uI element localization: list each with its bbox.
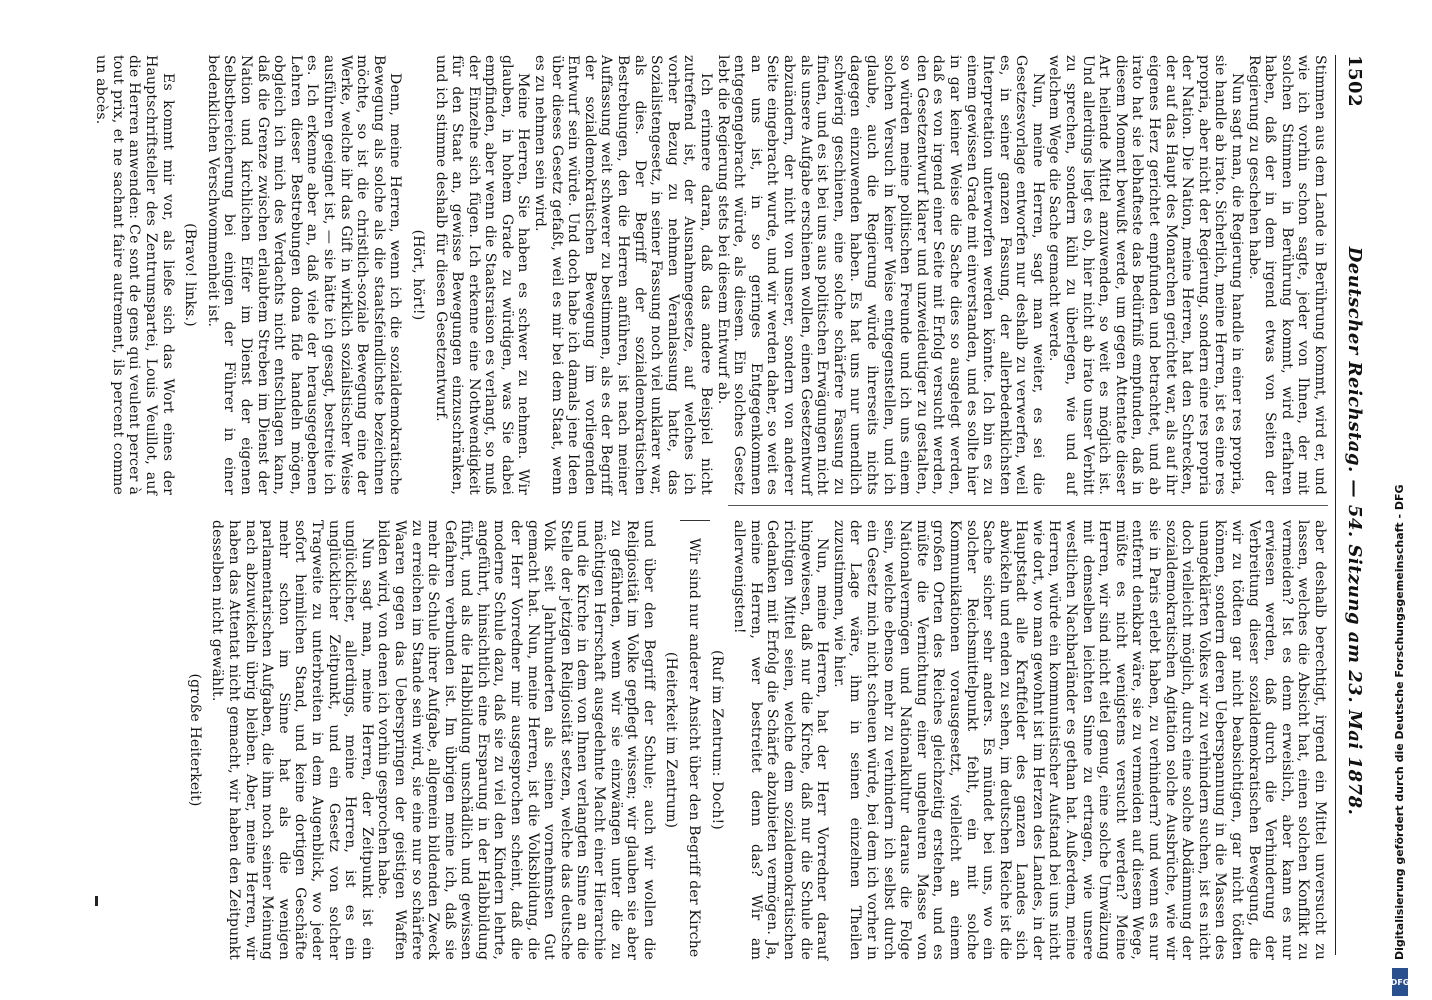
- paragraph: Es kommt mir vor, als ließe sich das Wort eines der Hauptschriftsteller des Zentrumspartei, Louis Veuillot, auf die Herren anwenden: Ce sont de gens qui veulent percer à tout prix, et ne sachant faire autrement, ils percent comme un abcès.: [93, 55, 176, 495]
- interjection: (Heiterkeit im Zentrum): [663, 651, 680, 829]
- paragraph: Denn, meine Herren, wenn ich die sozialdemokratische Bewegung als solche als die staatsfeindlichste bezeichnen möchte, so ist die christlich-soziale Bewegung eine der Werke, welche ihr das Gift in wirklich sozialistischer Weise ausführen geeignet ist, — sie hätte ich gesagt, bestreite ich es. Ich erkenne aber an, daß viele der herausgegebenen Lehren dieser Bestrebungen dona fide handeln mögen, obgleich ich mich des Verdachts nicht entschlagen kann, daß die Grenze zwischen erlaubtem Streben im Dienst der Nation und kirchlichen Eifer im Dienst der eigenen Selbstbereicherung bei einigen der Führer in einer bedenklichen Verschwommenheit ist.: [204, 55, 404, 495]
- paragraph: Stimmen aus dem Lande in Berührung kommt, wird er, und wie ich vorhin schon sagte, jeder von Ihnen, der mit solchen Stimmen in Berührung kommt, wird erfahren haben, daß der in dem irgend etwas von Seiten der Regierung zu geschehen habe.: [1245, 55, 1328, 495]
- right-text-column: [180, 520, 1328, 960]
- interjection: (Ruf im Zentrum: Doch!): [708, 650, 725, 830]
- page-number: 1502: [1344, 55, 1366, 108]
- paragraph: Meine Herren, Sie haben es schwer zu nehmen. Wir glauben, in hohem Grade zu würdigen, was Sie dabei empfinden, aber wenn die Staatsraison es verlangt, so muß der Einzelne sich fügen. Ich erkenne eine Nothwendigkeit für den Staat an, gewisse Bewegungen einzuschränken, und ich stimme deshalb für diesen Gesetzentwurf.: [432, 55, 532, 495]
- running-title: Deutscher Reichstag. — 54. Sitzung am 23. Mai 1878.: [1344, 246, 1366, 816]
- paragraph: Nun, meine Herren, sagt man weiter, es sei die Gesetzesvorlage entworfen nur deshalb zu verwerfen, weil es, in seiner ganzen Fassung, der allerbedenklichsten Interpretation unterworfen werden könnte. Ich bin es zu einem gewissen Grade mit einverstanden, und es sollte hier in gar keiner Weise die Sache dies so ausgelegt werden, daß es von irgend einer Seite mit Erfolg versucht werden, den Gesetzentwurf klarer und unzweideutiger zu gestalten, so würden meine politischen Freunde und ich uns einem solchen Versuch in keiner Weise entgegenstellen, und ich glaube, auch die Regierung würde ihrerseits nichts dagegen einzuwenden haben. Es hat uns nur unendlich schwierig geschienen, eine solche schärfere Fassung zu finden, und es ist bei uns aus politischen Erwägungen nicht als unsere Aufgabe erschienen wollen, einen Gesetzentwurf abzuändern, der nicht von unserer, sondern von anderer Seite eingebracht wurde, und wir werden daher, so weit es an uns ist, in so geringes Entgegenkommen entgegengebracht würde, als diesem. Ein solches Gesetz lebt die Regierung stets bei diesem Entwurf ab.: [714, 55, 1046, 495]
- paragraph: aber deshalb berechtigt, irgend ein Mittel unversucht zu lassen, welches die Absicht hat, einen solchen Konflikt zu vermeiden? Ist es denn erweislich, aber kann es nur erwiesen werden, daß durch die Verhinderung der Verbreitung dieser sozialdemokratischen Bewegung, die wir zu tödten gar nicht beabsichtigen, gar nicht tödten können, sondern deren Ueberspannung in die Massen des unangeklärten Volkes wir zu verhindern suchen, ist es nicht doch vielleicht möglich, durch eine solche Abdämmung der sozialdemokratischen Agitation solche Ausbrüche, wie wir sie in Paris erlebt haben, zu verhindern? und wenn es nur entfernt denkbar wäre, sie zu vermeiden auf diesem Wege, müßte es nicht wenigstens versucht werden? Meine Herren, wir sind nicht eitel genug, eine solche Umwälzung mit demselben leichten Sinne zu ertragen, wie unsere westlichen Nachbarländer es gethan hat. Außerdem, meine Herren, würde ein kommunistischer Aufstand bei uns nicht wie dort, wo man gewohnt ist im Herzen des Landes, in der Hauptstadt alle Kraftfelder des ganzen Landes sich abwickeln und enden zu sehen, im deutschen Reiche ist die Sache sicher sehr anders. Es mündet bei uns, wo ein solcher Reichsmittelpunkt fehlt, ein mit solche Kommunikationen vorausgesetzt, vielleicht an einem großen Orten des Reiches gleichzeitig erstehen, und es müßte die Vernichtung einer ungeheuren Masse von Nationalvermögen und Nationalkultur daraus die Folge sein, welche ebenso mehr zu verhindern ich selbst durch ein Gesetz mich nicht scheuen würde, bei dem ich vorher in der Lage wäre, ihm in seinen einzelnen Theilen zuzustimmen, wie hier.: [830, 520, 1328, 960]
- page-header: [1340, 55, 1370, 955]
- footer-credit: Digitalisierung gefördert durch die Deutsche Forschungsgemeinschaft - DFG: [1393, 484, 1406, 960]
- paragraph: Nun sagt man, die Regierung handle in einer res propria, sie handle ab irato. Sicherlich, meine Herren, ist es eine res propria, aber nicht der Regierung, sondern eine res propria der Nation. Die Nation, meine Herren, hat den Schrecken, der auf das Haupt des Monarchen gerichtet war, als auf ihr eigenes Herz gerichtet empfunden und betrachtet, und ab irato hat sie lebhafteste das Bedürfniß empfunden, daß in diesem Moment bewußt werde, um gegen Attentate dieser Art heilende Mittel anzuwenden, so weit es möglich ist. Und allerdings liegt es ob, hier nicht ab irato unser Verbitt zu sprechen, sondern kühl zu überlegen, wie und auf welchem Wege die Sache gemacht werde.: [1046, 55, 1246, 495]
- paragraph: Nun sagt man, meine Herren, der Zeitpunkt ist ein unglücklicher, allerdings, meine Herren, ist es ein unglücklicher Zeitpunkt, und ein Gesetz von solcher Tragweite zu unterbreiten in dem Augenblick, wo jeder sofort heimlichen Stand, und keine dortigen Geschäfte mehr schon im Sinne hat als die wenigen parlamentarischen Aufgaben, die ihm noch seiner Meinung nach abzuwickeln übrig bleiben. Aber, meine Herren, wir haben das Attentat nicht gemacht, wir haben den Zeitpunkt desselben nicht gewählt.: [209, 520, 375, 960]
- column-divider: [728, 505, 1328, 506]
- digitization-footer: [1387, 0, 1432, 1000]
- left-text-column: [93, 55, 1328, 495]
- dfg-logo: DFG: [1392, 968, 1408, 996]
- header-rule: [1335, 55, 1336, 955]
- paragraph: Wir sind nur anderer Ansicht über den Begriff der Kirche: [686, 538, 703, 958]
- paragraph: Nun, meine Herren, hat der Herr Vorredner darauf hingewiesen, daß nur die Kirche, daß nur die Schule die richtigen Mittel seien, welche dem sozialdemokratischen Gedanken mit Erfolg die Schärfe abzubieten vermögen. Ja, meine Herren, wer bestreitet denn das? Wir am allerwenigsten!: [731, 520, 831, 960]
- interjection: (Bravo! links.): [182, 223, 199, 327]
- paragraph: Ich erinnere daran, daß das andere Beispiel nicht zutreffend ist, der Ausnahmegesetze, auf welches ich vorher Bezug zu nehmen Veranlassung hatte, das Sozialistengesetz, in seiner Fassung noch viel unklarer war, als dies. Der Begriff der sozialdemokratischen Bestrebungen, den die Herren anführen, ist nach meiner Auffassung weit schwerer zu bestimmen, als es der Begriff der sozialdemokratischen Bewegung im vorliegenden Entwurf sein würde. Und doch habe ich damals jene Ideen über dieses Gesetz gefaßt, weil es mir bei dem Staat, wenn es zu nehmen sein wird.: [532, 55, 715, 495]
- fold-mark: [680, 520, 710, 521]
- paragraph: und über den Begriff der Schule; auch wir wollen die Religiosität im Volke gepflegt wissen; wir glauben sie aber zu gefährden, wenn wir sie einzwängen unter die zu mächtigen Herrschaft ausgedehnte Macht einer Hierarchie und die Kirche in dem von Ihnen verlangten Sinne an die Stelle der jetzigen Religiosität setzen, welche das deutsche Volk seit Jahrhunderten als seinen vornehmsten Gut gemacht hat. Nun, meine Herren, ist die Volksbildung, die der Herr Vorredner mir ausgesprochen scheint, daß die moderne Schule dazu, daß sie zu viel den Kindern lehrte, angeführt, hinsichtlich eine Ersparung in der Halbbildung führt, und als die Halbbildung unschädlich und gewissen Gefahren verbunden ist. Im übrigen meine ich, daß sie mehr die Schule ihrer Aufgabe, allgemein bildenden Zweck zu erreichen im Stande sein wird, sie eine nur so schärfere Waaren gegen das Ueberspringen der geistigen Waffen bilden wird, von denen ich vorhin gesprochen habe.: [375, 520, 657, 960]
- interjection: (große Heiterkeit): [186, 673, 203, 807]
- interjection: (Hört, hört!): [409, 229, 426, 321]
- stray-ink-mark: [95, 896, 98, 906]
